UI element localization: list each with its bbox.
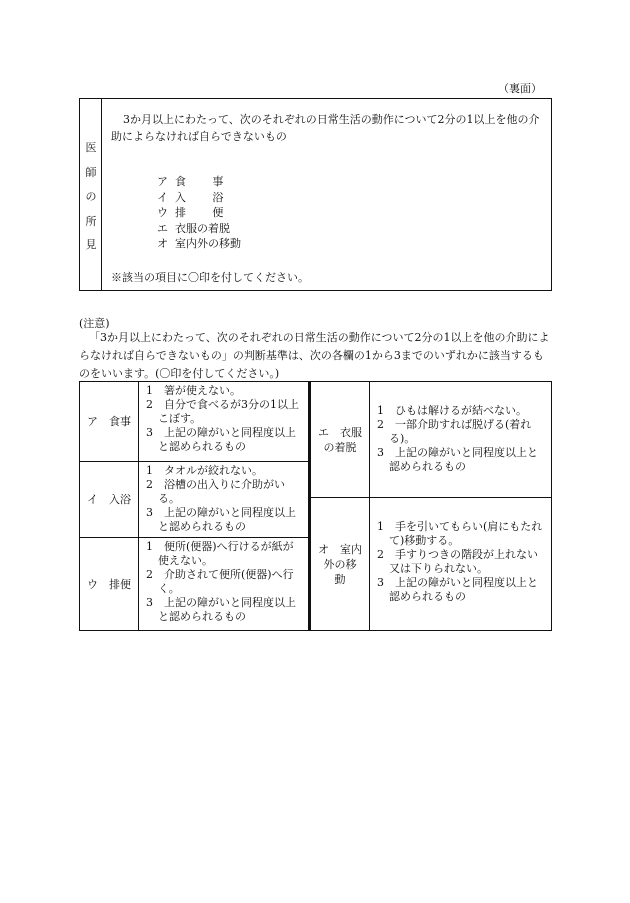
- criteria-text-move[interactable]: 1 手を引いてもらい(肩にもたれて)移動する。 2 手すりつきの階段が上れない又は下りられない。 3 上記の障がいと同程度以上と認められるもの: [369, 497, 552, 631]
- criteria-label-move: オ 室内 外の移 動: [310, 497, 370, 631]
- side-char: の: [85, 190, 97, 203]
- criteria-label-toilet: ウ 排便: [79, 537, 139, 631]
- activity-item[interactable]: オ 室内外の移動: [157, 237, 241, 250]
- criteria-label-dress: エ 衣服 の着脱: [310, 381, 370, 498]
- physician-opinion-box: [79, 98, 552, 291]
- criteria-label-eat: ア 食事: [79, 381, 139, 462]
- side-char: 師: [85, 166, 97, 179]
- table-divider: [309, 381, 311, 631]
- criteria-text-eat[interactable]: 1 箸が使えない。 2 自分で食べるが3分の1以上こぼす。 3 上記の障がいと同程度以上と認められるもの: [138, 381, 309, 462]
- side-char: 見: [85, 238, 97, 251]
- activity-list: [157, 174, 250, 252]
- activity-item[interactable]: イ 入浴: [157, 190, 250, 204]
- criteria-text-dress[interactable]: 1 ひもは解けるが結べない。 2 一部介助すれば脱げる(着れる)。 3 上記の障がいと同程度以上と認められるもの: [369, 381, 552, 498]
- criteria-table: [79, 381, 552, 631]
- criteria-text-toilet[interactable]: 1 便所(便器)へ行けるが紙が使えない。 2 介助されて便所(便器)へ行く。 3 上記の障がいと同程度以上と認められるもの: [138, 537, 309, 631]
- physician-opinion-side-label: [80, 99, 102, 290]
- circle-instruction: ※該当の項目に〇印を付してください。: [111, 271, 309, 284]
- notes-body: 「3か月以上にわたって、次のそれぞれの日常生活の動作について2分の1以上を他の介助によらなければ自らできないもの」の判断基準は、次の各欄の1から3までのいずれかに該当するものをいいます。(〇印を付してください。): [79, 331, 550, 380]
- activity-item[interactable]: エ 衣服の着脱: [157, 221, 230, 235]
- notes-title: (注意): [79, 317, 110, 330]
- opinion-intro-text: 3か月以上にわたって、次のそれぞれの日常生活の動作について2分の1以上を他の介助によらなければ自らできないもの: [111, 113, 540, 143]
- criteria-label-bath: イ 入浴: [79, 461, 139, 538]
- side-char: 医: [85, 141, 97, 154]
- activity-item[interactable]: ウ 排便: [157, 206, 250, 219]
- criteria-text-bath[interactable]: 1 タオルが絞れない。 2 浴槽の出入りに介助がいる。 3 上記の障がいと同程度以上と認められるもの: [138, 461, 309, 538]
- page-side-label: （裏面）: [498, 82, 542, 95]
- activity-item[interactable]: ア 食事: [157, 175, 250, 188]
- side-char: 所: [85, 215, 97, 228]
